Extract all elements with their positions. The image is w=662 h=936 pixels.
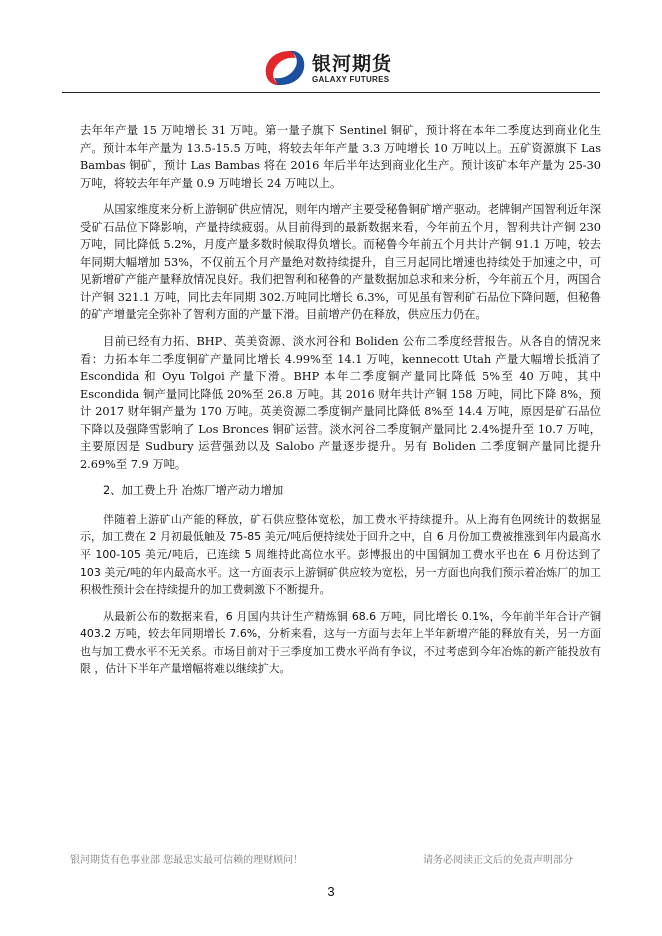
document-body (80, 122, 601, 687)
paragraph: 去年年产量 15 万吨增长 31 万吨。第一量子旗下 Sentinel 铜矿，预计将在本年二季度达到商业化生产。预计本年产量为 13.5-15.5 万吨，将较去年年产量 3.3 万吨增长 10 万吨以上。五矿资源旗下 Las Bambas 铜矿，预计 Las Bambas 将在 2016 年后半年达到商业化生产。预计该矿本年产量为 25-30 万吨，将较去年年产量 0.9 万吨增长 24 万吨以上。 (80, 124, 601, 190)
page-number: 3 (327, 884, 335, 899)
paragraph: 伴随着上游矿山产能的释放，矿石供应整体宽松，加工费水平持续提升。从上海有色网统计的数据显示，加工费在 2 月初最低触及 75-85 美元/吨后便持续处于回升之中，自 6 月份加工费被推涨到年内最高水平 100-105 美元/吨后，已连续 5 周维持此高位水平。彭博报出的中国铜加工费水平也在 6 月份达到了 103 美元/吨的年内最高水平。这一方面表示上游铜矿供应较为宽松，另一方面也向我们预示着冶炼厂的加工积极性预计会在持续提升的加工费刺激下不断提升。 (80, 512, 601, 597)
logo-chinese-name: 银河期货 (312, 52, 393, 75)
footer-slogan: 银河期货有色事业部 您最忠实最可信赖的理财顾问！ (70, 855, 304, 866)
galaxy-swirl-icon (262, 48, 308, 88)
galaxy-futures-logo (262, 46, 412, 90)
paragraph: 从国家维度来分析上游铜矿供应情况，则年内增产主要受秘鲁铜矿增产驱动。老牌铜产国智利近年深受矿石品位下降影响，产量持续疲弱。从目前得到的最新数据来看，今年前五个月，智利共计产铜 230 万吨，同比降低 5.2%，月度产量多数时候取得负增长。而秘鲁今年前五个月共计产铜 91.1 万吨，较去年同期大幅增加 53%，不仅前五个月产量绝对数持续提升，自三月起同比增速也持续处于加速之中，可见新增矿产能产量释放情况良好。我们把智利和秘鲁的产量数据加总求和来分析，今年前五个月，两国合计产铜 321.1 万吨，同比去年同期 302.万吨同比增长 6.3%，可见虽有智利矿石品位下降问题，但秘鲁的矿产增量完全弥补了智利方面的产量下滑。目前增产仍在释放，供应压力仍在。 (80, 203, 601, 322)
footer-disclaimer-note: 请务必阅读正文后的免责声明部分 (423, 855, 573, 866)
paragraph: 从最新公布的数据来看，6 月国内共计生产精炼铜 68.6 万吨，同比增长 0.1%，今年前半年合计产铜 403.2 万吨，较去年同期增长 7.6%，分析来看，这与一方面与去年上半年新增产能的释放有关，另一方面也与加工费水平不无关系。市场目前对于三季度加工费水平尚有争议，不过考虑到今年冶炼的新产能投放有限 ，估计下半年产量增幅将难以继续扩大。 (80, 609, 601, 676)
logo-english-name: GALAXY FUTURES (312, 74, 390, 84)
paragraph: 目前已经有力拓、BHP、英美资源、淡水河谷和 Boliden 公布二季度经营报告。从各自的情况来看：力拓本年二季度铜矿产量同比增长 4.99%至 14.1 万吨，kennecott Utah 产量大幅增长抵消了 Escondida 和 Oyu Tolgoi 产量下滑。BHP 本年二季度铜产量同比降低 5%至 40 万吨，其中 Escondida 铜产量同比降低 20%至 26.8 万吨。其 2016 财年共计产铜 158 万吨，同比下降 8%，预计 2017 财年铜产量为 170 万吨。英美资源二季度铜产量同比降低 8%至 14.4 万吨，原因是矿石品位下降以及强降雪影响了 Los Bronces 铜矿运营。淡水河谷二季度铜产量同比 2.4%提升至 10.7 万吨，主要原因是 Sudbury 运营强劲以及 Salobo 产量逐步提升。另有 Boliden 二季度铜产量同比提升 2.69%至 7.9 万吨。 (80, 335, 601, 471)
header-divider (62, 92, 600, 93)
section-heading: 2、加工费上升 冶炼厂增产动力增加 (103, 484, 284, 498)
